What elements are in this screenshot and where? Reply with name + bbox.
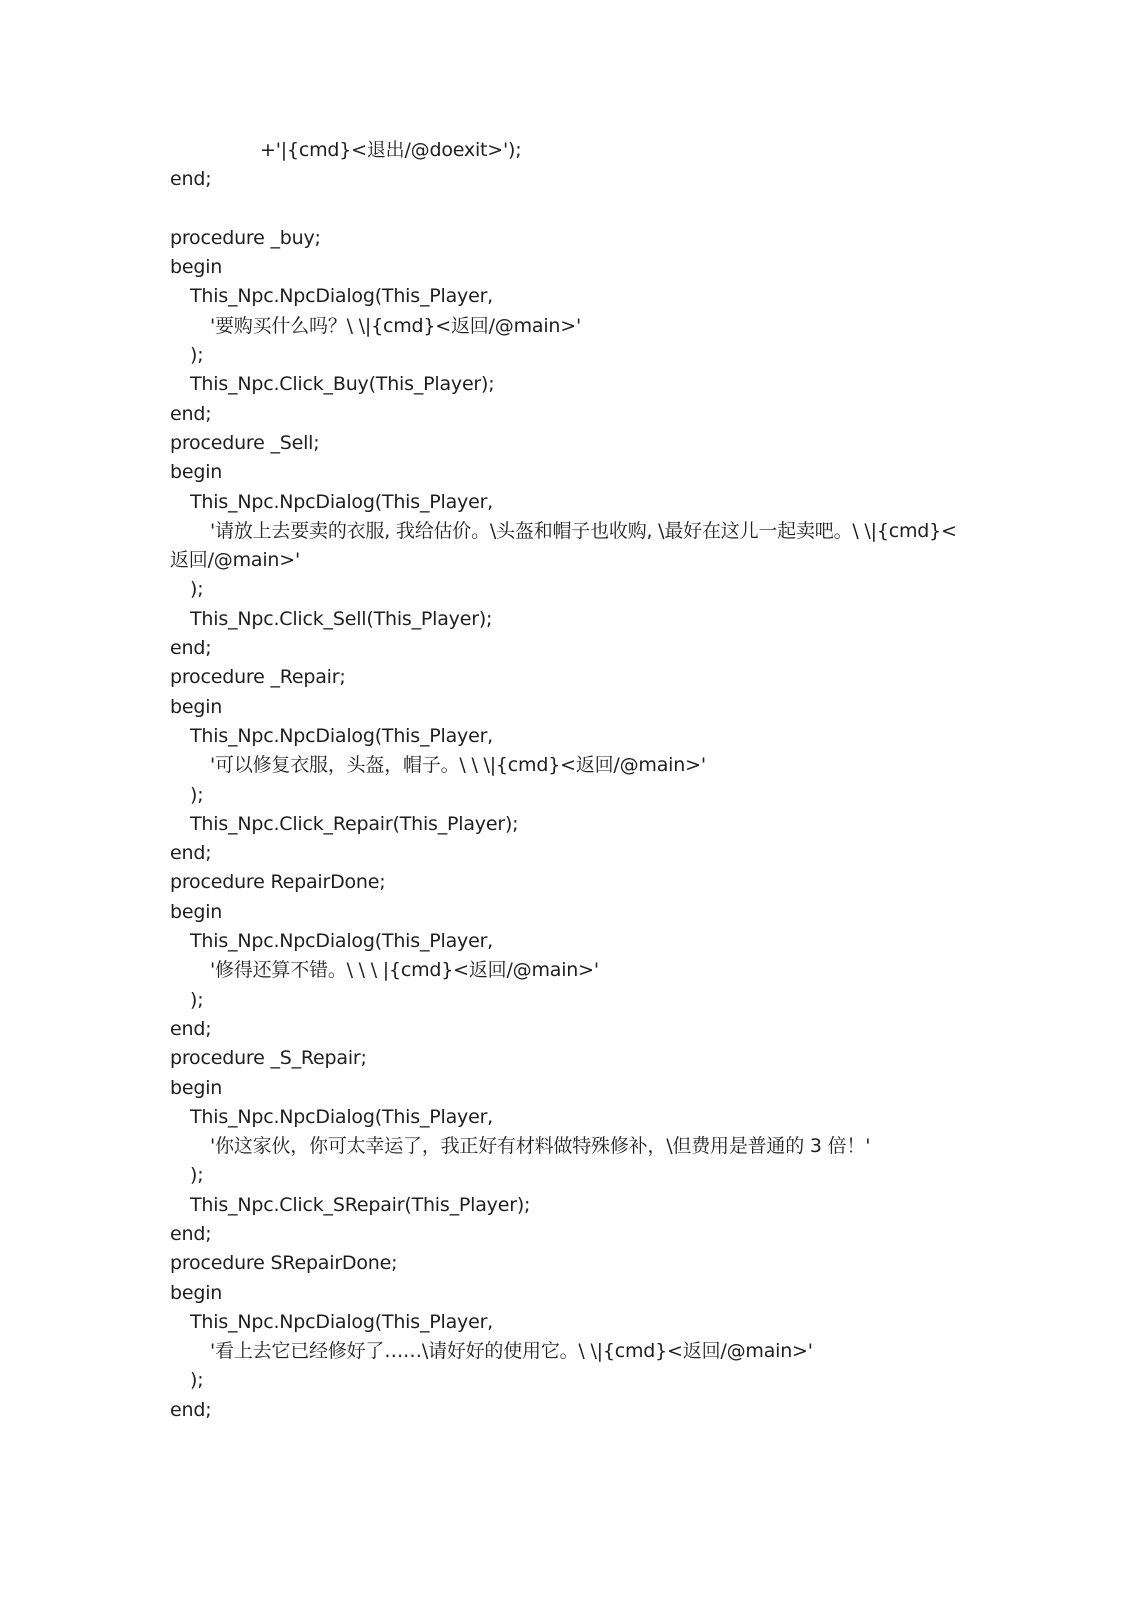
code-line: '你这家伙，你可太幸运了，我正好有材料做特殊修补，\但费用是普通的 3 倍！'	[210, 1135, 871, 1158]
code-line: );	[190, 988, 204, 1011]
code-line: procedure _Sell;	[170, 431, 320, 454]
code-line: procedure SRepairDone;	[170, 1252, 398, 1275]
code-line: procedure _buy;	[170, 226, 321, 249]
code-line: end;	[170, 637, 212, 660]
code-line: This_Npc.NpcDialog(This_Player,	[190, 285, 494, 308]
code-line: This_Npc.Click_SRepair(This_Player);	[190, 1193, 531, 1216]
code-line: This_Npc.NpcDialog(This_Player,	[190, 724, 494, 747]
code-line: );	[190, 344, 204, 367]
code-line: This_Npc.NpcDialog(This_Player,	[190, 1105, 494, 1128]
code-line: This_Npc.Click_Repair(This_Player);	[190, 812, 519, 835]
code-line: begin	[170, 1076, 223, 1099]
code-line: begin	[170, 256, 223, 279]
code-line: This_Npc.NpcDialog(This_Player,	[190, 1310, 494, 1333]
code-line: +'|{cmd}<退出/@doexit>');	[260, 139, 522, 161]
code-line: '可以修复衣服，头盔，帽子。\ \ \|{cmd}<返回/@main>'	[210, 754, 706, 777]
code-line: );	[190, 578, 204, 601]
code-line: '修得还算不错。\ \ \ |{cmd}<返回/@main>'	[210, 959, 599, 982]
code-line: );	[190, 1369, 204, 1392]
code-line: end;	[170, 168, 212, 191]
code-line: begin	[170, 900, 223, 923]
code-line: end;	[170, 1222, 212, 1245]
code-line: '看上去它已经修好了……\请好好的使用它。\ \|{cmd}<返回/@main>'	[210, 1340, 813, 1363]
code-line: );	[190, 1164, 204, 1187]
code-line: begin	[170, 1281, 223, 1304]
code-line: This_Npc.Click_Sell(This_Player);	[190, 607, 493, 630]
code-line: end;	[170, 1398, 212, 1421]
code-line: This_Npc.Click_Buy(This_Player);	[190, 373, 495, 396]
code-line: procedure RepairDone;	[170, 871, 386, 894]
code-line: );	[190, 783, 204, 806]
blank-line	[170, 195, 970, 224]
code-line: end;	[170, 1017, 212, 1040]
code-line: This_Npc.NpcDialog(This_Player,	[190, 930, 494, 953]
code-line: 返回/@main>'	[170, 549, 301, 572]
code-line: begin	[170, 695, 223, 718]
code-line: '请放上去要卖的衣服, 我给估价。\头盔和帽子也收购, \最好在这儿一起卖吧。\ \|{cmd}<	[210, 519, 957, 542]
code-line: This_Npc.NpcDialog(This_Player,	[190, 490, 494, 513]
code-line: end;	[170, 402, 212, 425]
code-listing	[170, 136, 970, 1425]
code-line: end;	[170, 842, 212, 865]
code-line: procedure _S_Repair;	[170, 1047, 367, 1070]
code-line: begin	[170, 461, 223, 484]
code-line: procedure _Repair;	[170, 666, 346, 689]
code-line: '要购买什么吗？\ \|{cmd}<返回/@main>'	[210, 314, 581, 337]
